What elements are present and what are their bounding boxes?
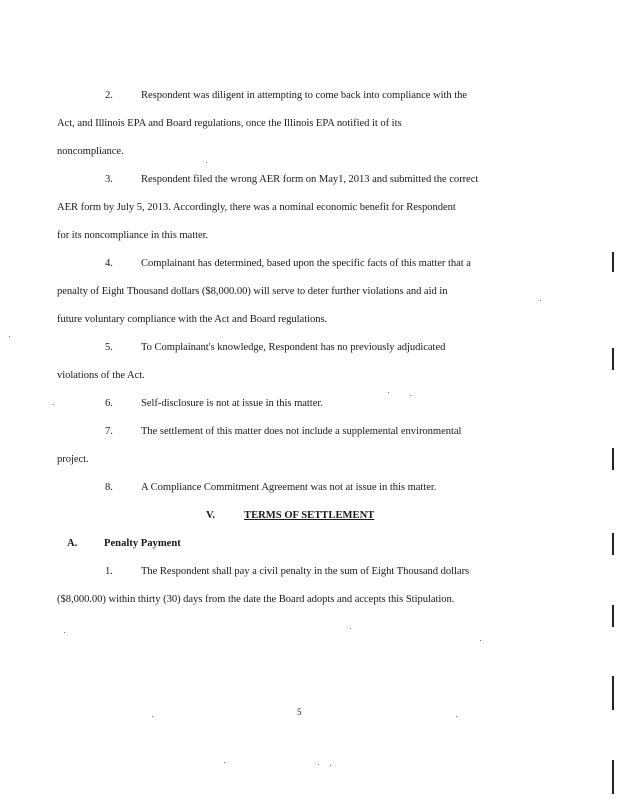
section-title: TERMS OF SETTLEMENT bbox=[244, 510, 375, 521]
paragraph-6-line-1: Self-disclosure is not at issue in this matter. bbox=[141, 398, 323, 409]
scan-margin-mark bbox=[612, 605, 614, 627]
penalty-paragraph-line-1: The Respondent shall pay a civil penalty in the sum of Eight Thousand dollars bbox=[141, 566, 470, 577]
scan-speck bbox=[224, 762, 225, 763]
scan-speck bbox=[540, 300, 541, 301]
paragraph-3-line-2: AER form by July 5, 2013. Accordingly, there was a nominal economic benefit for Respondent bbox=[57, 202, 456, 213]
subsection-letter: A. bbox=[67, 538, 78, 549]
paragraph-5-line-1: To Complainant's knowledge, Respondent has no previously adjudicated bbox=[141, 342, 446, 353]
penalty-paragraph-line-2: ($8,000.00) within thirty (30) days from the date the Board adopts and accepts this Stipulation. bbox=[57, 594, 455, 605]
scan-speck bbox=[64, 632, 65, 633]
scan-speck bbox=[53, 404, 54, 405]
scan-speck bbox=[480, 640, 481, 641]
scan-speck bbox=[388, 392, 389, 393]
scan-speck bbox=[9, 336, 10, 337]
scan-margin-mark bbox=[612, 676, 614, 710]
paragraph-2-line-3: noncompliance. bbox=[57, 146, 124, 157]
scan-speck bbox=[152, 716, 153, 717]
paragraph-3-number: 3. bbox=[105, 174, 113, 185]
scan-margin-mark bbox=[612, 252, 614, 272]
scan-speck bbox=[206, 162, 207, 163]
scan-margin-mark bbox=[612, 448, 614, 470]
scan-speck bbox=[318, 764, 319, 765]
scan-margin-mark bbox=[612, 760, 614, 794]
section-numeral: V. bbox=[206, 510, 215, 521]
scan-speck bbox=[410, 395, 411, 396]
paragraph-4-line-1: Complainant has determined, based upon the specific facts of this matter that a bbox=[141, 258, 471, 269]
subsection-title: Penalty Payment bbox=[104, 538, 181, 549]
page-number: 5 bbox=[297, 707, 302, 717]
paragraph-2-number: 2. bbox=[105, 90, 113, 101]
penalty-paragraph-number: 1. bbox=[105, 566, 113, 577]
paragraph-4-number: 4. bbox=[105, 258, 113, 269]
paragraph-6-number: 6. bbox=[105, 398, 113, 409]
scan-margin-mark bbox=[612, 348, 614, 370]
paragraph-7-number: 7. bbox=[105, 426, 113, 437]
paragraph-2-line-1: Respondent was diligent in attempting to come back into compliance with the bbox=[141, 90, 468, 101]
scan-speck bbox=[456, 716, 457, 717]
paragraph-8-line-1: A Compliance Commitment Agreement was not at issue in this matter. bbox=[141, 482, 437, 493]
paragraph-4-line-3: future voluntary compliance with the Act and Board regulations. bbox=[57, 314, 328, 325]
paragraph-8-number: 8. bbox=[105, 482, 113, 493]
scan-speck bbox=[330, 765, 331, 766]
paragraph-2-line-2: Act, and Illinois EPA and Board regulations, once the Illinois EPA notified it of its bbox=[57, 118, 402, 129]
scan-margin-mark bbox=[612, 533, 614, 555]
paragraph-4-line-2: penalty of Eight Thousand dollars ($8,000.00) will serve to deter further violations and aid in bbox=[57, 286, 448, 297]
scan-speck bbox=[350, 628, 351, 629]
paragraph-5-line-2: violations of the Act. bbox=[57, 370, 145, 381]
paragraph-5-number: 5. bbox=[105, 342, 113, 353]
paragraph-7-line-1: The settlement of this matter does not include a supplemental environmental bbox=[141, 426, 462, 437]
paragraph-3-line-1: Respondent filed the wrong AER form on May1, 2013 and submitted the correct bbox=[141, 174, 479, 185]
paragraph-7-line-2: project. bbox=[57, 454, 89, 465]
paragraph-3-line-3: for its noncompliance in this matter. bbox=[57, 230, 209, 241]
